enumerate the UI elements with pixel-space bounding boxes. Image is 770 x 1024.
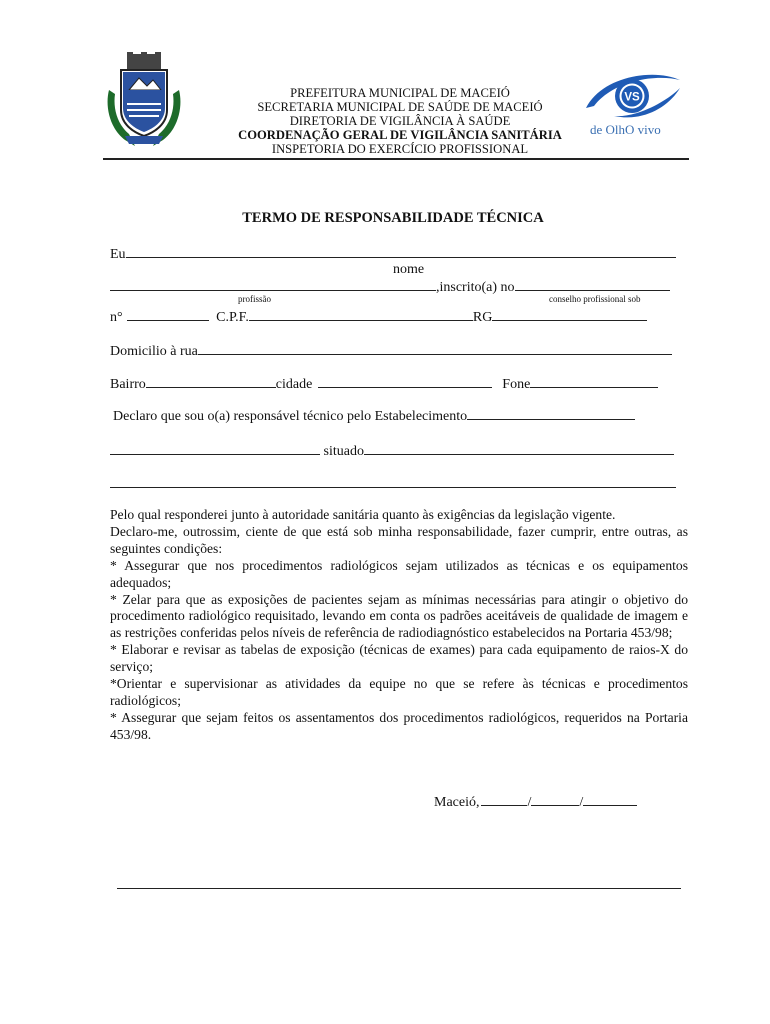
day-blank[interactable] (481, 792, 527, 806)
vs-badge-text: VS (624, 91, 640, 104)
domicilio-label: Domicilio à rua (110, 344, 198, 359)
cidade-label: cidade (275, 377, 313, 392)
situado-label: situado (323, 444, 364, 459)
logo-slogan: de OlhO vivo (590, 122, 661, 137)
profissao-hint: profissão (238, 294, 271, 304)
signature-line[interactable] (117, 888, 681, 889)
condition-item: * Assegurar que sejam feitos os assentamentos dos procedimentos radiológicos, requeridos na Portaria 453/98. (110, 709, 688, 742)
nome-label: nome (393, 262, 425, 277)
eu-row (110, 244, 676, 263)
domicilio-row (110, 341, 672, 360)
condition-item: *Orientar e supervisionar as atividades da equipe no que se refere às técnicas e procedimentos radiológicos; (110, 676, 688, 708)
cpf-label: C.P.F. (216, 310, 249, 325)
header-prefeitura: PREFEITURA MUNICIPAL DE MACEIÓ (290, 86, 510, 100)
declaro-label: Declaro que sou o(a) responsável técnico pelo Estabelecimento (113, 409, 468, 424)
header-divider (103, 158, 689, 160)
name-blank[interactable] (126, 244, 676, 258)
rg-label: RG (472, 310, 493, 325)
bairro-label: Bairro (110, 377, 146, 392)
paragraph-conditions: Declaro-me, outrossim, ciente de que está sob minha responsabilidade, fazer cumprir, entre outras, as seguintes condições: (110, 523, 688, 556)
cpf-blank[interactable] (249, 307, 473, 321)
establishment-name-blank[interactable] (110, 441, 320, 455)
condition-item: * Elaborar e revisar as tabelas de exposição (técnicas de exames) para cada equipamento de raios-X do serviço; (110, 642, 688, 675)
condition-item: * Zelar para que as exposições de pacientes sejam as mínimas necessárias para atingir o objetivo do procedimento radiológico requisitado, levando em conta os padrões aceitáveis de qualidade de imagem e as restrições conferidas pelos níveis de referência de radiodiagnóstico estabelecidos na Portaria 453/98; (110, 591, 688, 641)
council-blank[interactable] (515, 277, 670, 291)
date-separator: / (579, 795, 584, 810)
paragraph-legislation: Pelo qual responderei junto à autoridade sanitária quanto às exigências da legislação vigente. (110, 507, 616, 522)
numero-blank[interactable] (127, 307, 209, 321)
month-blank[interactable] (531, 792, 579, 806)
situado-blank[interactable] (364, 441, 674, 455)
numero-label: n° (110, 310, 123, 325)
declaro-row (113, 406, 635, 425)
fone-blank[interactable] (530, 374, 658, 388)
address-continuation-blank[interactable] (110, 487, 676, 488)
establishment-blank[interactable] (467, 406, 635, 420)
documents-row (110, 307, 647, 326)
date-row (434, 792, 637, 811)
header-secretaria: SECRETARIA MUNICIPAL DE SAÚDE DE MACEIÓ (257, 100, 543, 114)
condition-item: * Assegurar que nos procedimentos radiológicos sejam utilizados as técnicas e os equipamentos adequados; (110, 557, 688, 590)
inscrito-label: ,inscrito(a) no (436, 280, 515, 295)
situado-row (110, 441, 674, 460)
bairro-blank[interactable] (146, 374, 276, 388)
street-blank[interactable] (198, 341, 672, 355)
date-separator: / (527, 795, 532, 810)
declaration-body (110, 507, 688, 744)
municipal-crest-logo (103, 50, 185, 150)
address-row (110, 374, 658, 393)
cidade-blank[interactable] (318, 374, 492, 388)
header-diretoria: DIRETORIA DE VIGILÂNCIA À SAÚDE (289, 114, 511, 128)
header-coordenacao: COORDENAÇÃO GERAL DE VIGILÂNCIA SANITÁRIA (238, 128, 562, 142)
eu-label: Eu (110, 247, 126, 262)
header-inspetoria: INSPETORIA DO EXERCÍCIO PROFISSIONAL (271, 142, 529, 156)
city-label: Maceió, (434, 795, 480, 810)
conselho-hint: conselho profissional sob (549, 294, 641, 304)
profession-blank[interactable] (110, 277, 436, 291)
rg-blank[interactable] (492, 307, 647, 321)
document-title: TERMO DE RESPONSABILIDADE TÉCNICA (242, 210, 544, 226)
year-blank[interactable] (583, 792, 637, 806)
fone-label: Fone (502, 377, 531, 392)
